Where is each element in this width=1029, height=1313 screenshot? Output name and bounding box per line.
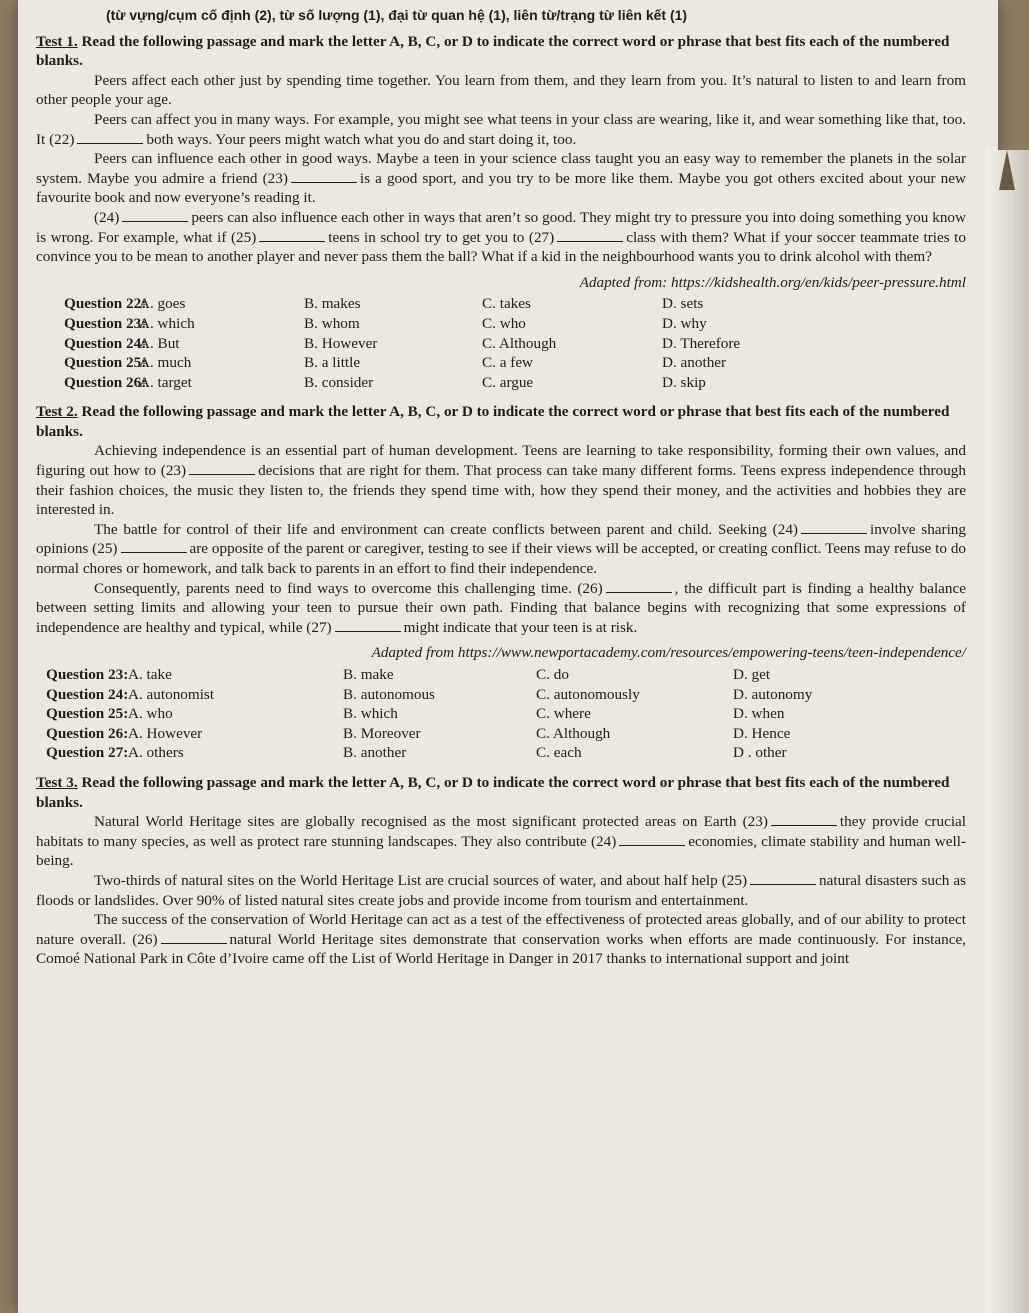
blank-24[interactable] xyxy=(619,832,685,846)
blank-24[interactable] xyxy=(801,520,867,534)
option-a[interactable]: A. others xyxy=(128,744,184,762)
option-c[interactable]: C. a few xyxy=(482,354,534,372)
option-d[interactable]: D. another xyxy=(662,354,727,372)
option-c[interactable]: C. where xyxy=(536,705,591,723)
option-b[interactable]: B. autonomous xyxy=(343,685,435,703)
test1-paragraph-4: (24) peers can also influence each other in ways that aren’t so good. They might try to pressure you into doing something you know is wrong. For example, what if (25) teens in school try to get you to (27) class with them? What if your soccer teammate tries to convince you to be mean to another player and never pass them the ball? What if a kid in the neighbourhood wants you to drink alcohol with them? xyxy=(36,208,966,266)
document xyxy=(36,6,966,969)
option-b[interactable]: B. make xyxy=(343,666,394,683)
blank-26[interactable] xyxy=(161,930,227,944)
blank-23[interactable] xyxy=(771,812,837,826)
option-a[interactable]: A. which xyxy=(139,314,195,332)
question-row: Question 24: A. autonomist B. autonomous C. autonomously D. autonomy xyxy=(46,685,813,703)
test2-source: Adapted from https://www.newportacademy.com/resources/empowering-teens/teen-independence/ xyxy=(371,644,966,662)
option-a[interactable]: A. much xyxy=(139,354,192,372)
option-a[interactable]: A. However xyxy=(128,724,203,742)
option-c[interactable]: C. Although xyxy=(482,334,557,352)
question-row: Question 22: A. goes B. makes C. takes D. sets xyxy=(64,295,704,313)
option-a[interactable]: A. target xyxy=(139,373,192,391)
header-note: (từ vựng/cụm cố định (2), từ số lượng (1), đại từ quan hệ (1), liên từ/trạng từ liên kết (1) xyxy=(106,7,688,23)
option-d[interactable]: D. Hence xyxy=(733,724,791,742)
option-d[interactable]: D. skip xyxy=(662,373,706,391)
blank-27[interactable] xyxy=(335,618,401,632)
test1-paragraph-1: Peers affect each other just by spending time together. You learn from them, and they learn from you. It’s natural to listen to and learn from other people your age. xyxy=(36,71,966,109)
question-row: Question 26: A. However B. Moreover C. Although D. Hence xyxy=(46,724,791,742)
option-d[interactable]: D. why xyxy=(662,314,707,332)
test2-paragraph-1: Achieving independence is an essential part of human development. Teens are learning to take responsibility, forming their own values, and figuring out how to (23) decisions that are right for them. That process can take many different forms. Teens express independence through their fashion choices, the music they listen to, the friends they spend time with, how they spend their money, and the activities and hobbies they are interested in. xyxy=(36,442,966,519)
blank-25[interactable] xyxy=(121,539,187,553)
option-a[interactable]: A. take xyxy=(128,666,172,683)
question-row: Question 26: A. target B. consider C. argue D. skip xyxy=(64,373,706,391)
option-c[interactable]: C. autonomously xyxy=(536,685,640,703)
option-b[interactable]: B. However xyxy=(304,334,378,352)
option-b[interactable]: B. whom xyxy=(304,314,360,332)
test1-title: Test 1. Read the following passage and mark the letter A, B, C, or D to indicate the correct word or phrase that best fits each of the numbered blanks. xyxy=(36,32,950,70)
test2-title: Test 2. Read the following passage and mark the letter A, B, C, or D to indicate the correct word or phrase that best fits each of the numbered blanks. xyxy=(36,403,950,440)
test3-title: Test 3. Read the following passage and mark the letter A, B, C, or D to indicate the correct word or phrase that best fits each of the numbered blanks. xyxy=(36,773,950,811)
blank-24[interactable] xyxy=(122,208,188,222)
option-a[interactable]: A. autonomist xyxy=(128,685,215,703)
option-c[interactable]: C. each xyxy=(536,744,582,762)
option-b[interactable]: B. makes xyxy=(304,295,361,313)
test3-paragraph-2: Two-thirds of natural sites on the World Heritage List are crucial sources of water, and about half help (25) natural disasters such as floods or landslides. Over 90% of listed natural sites create jobs and provide income from tourism and entertainment. xyxy=(36,871,966,909)
option-a[interactable]: A. But xyxy=(139,334,180,352)
blank-23[interactable] xyxy=(189,461,255,475)
question-row: Question 23: A. take B. make C. do D. get xyxy=(46,666,771,683)
question-row: Question 27: A. others B. another C. each D . other xyxy=(46,744,787,762)
question-row: Question 24: A. But B. However C. Although D. Therefore xyxy=(64,334,741,352)
blank-26[interactable] xyxy=(606,579,672,593)
question-row: Question 23: A. which B. whom C. who D. why xyxy=(64,314,707,332)
option-b[interactable]: B. Moreover xyxy=(343,724,421,742)
option-d[interactable]: D. sets xyxy=(662,295,704,313)
option-c[interactable]: C. Although xyxy=(536,724,611,742)
option-d[interactable]: D . other xyxy=(733,744,787,762)
blank-25[interactable] xyxy=(259,228,325,242)
test1-paragraph-3: Peers can influence each other in good ways. Maybe a teen in your science class taught you an easy way to remember the planets in the solar system. Maybe you admire a friend (23) is a good sport, and you try to be more like them. Maybe you got others excited about your new favourite book and now everyone’s reading it. xyxy=(36,150,966,207)
test2-paragraph-2: The battle for control of their life and environment can create conflicts between parent and child. Seeking (24) involve sharing opinions (25) are opposite of the parent or caregiver, testing to see if their views will be accepted, or creating conflict. Teens may refuse to do normal chores or homework, and talk back to parents in an effort to find their independence. xyxy=(36,520,967,578)
option-b[interactable]: B. another xyxy=(343,744,407,762)
blank-25[interactable] xyxy=(750,871,816,885)
test3-paragraph-1: Natural World Heritage sites are globally recognised as the most significant protected areas on Earth (23) they provide crucial habitats to many species, as well as protect rare stunning landscapes. They also contribute (24) economies, climate stability and human well-being. xyxy=(36,813,966,870)
option-a[interactable]: A. who xyxy=(128,705,173,723)
option-b[interactable]: B. which xyxy=(343,705,398,723)
question-row: Question 25: A. who B. which C. where D. when xyxy=(46,705,785,723)
option-b[interactable]: B. a little xyxy=(304,354,361,372)
pencil xyxy=(985,150,1029,1313)
question-row: Question 25: A. much B. a little C. a few D. another xyxy=(64,354,727,372)
blank-22[interactable] xyxy=(77,130,143,144)
option-c[interactable]: C. takes xyxy=(482,295,531,313)
test1-source: Adapted from: https://kidshealth.org/en/kids/peer-pressure.html xyxy=(579,273,966,291)
option-d[interactable]: D. autonomy xyxy=(733,685,813,703)
option-c[interactable]: C. who xyxy=(482,314,526,332)
test2-paragraph-3: Consequently, parents need to find ways to overcome this challenging time. (26) , the difficult part is finding a healthy balance between setting limits and allowing your teen to pursue their own path. Finding that balance begins with recognizing that some expressions of independence are healthy and typical, while (27) might indicate that your teen is at risk. xyxy=(36,579,966,636)
option-c[interactable]: C. do xyxy=(536,666,569,683)
option-d[interactable]: D. Therefore xyxy=(662,334,741,352)
test3-paragraph-3: The success of the conservation of World Heritage can act as a test of the effectiveness of protected areas globally, and of our ability to protect nature overall. (26) natural World Heritage sites demonstrate that conservation works when efforts are made continuously. For instance, Comoé National Park in Côte d’Ivoire came off the List of World Heritage in Danger in 2017 thanks to international support and joint xyxy=(36,911,966,968)
pencil-tip xyxy=(999,150,1015,190)
option-b[interactable]: B. consider xyxy=(304,373,374,391)
option-c[interactable]: C. argue xyxy=(482,373,534,391)
option-d[interactable]: D. when xyxy=(733,705,785,723)
option-d[interactable]: D. get xyxy=(733,666,771,683)
test1-paragraph-2: Peers can affect you in many ways. For example, you might see what teens in your class are wearing, like it, and wear something like that, too. It (22) both ways. Your peers might watch what you do and start doing it, too. xyxy=(36,110,966,148)
option-a[interactable]: A. goes xyxy=(139,295,186,313)
blank-23[interactable] xyxy=(291,169,357,183)
blank-27[interactable] xyxy=(557,228,623,242)
